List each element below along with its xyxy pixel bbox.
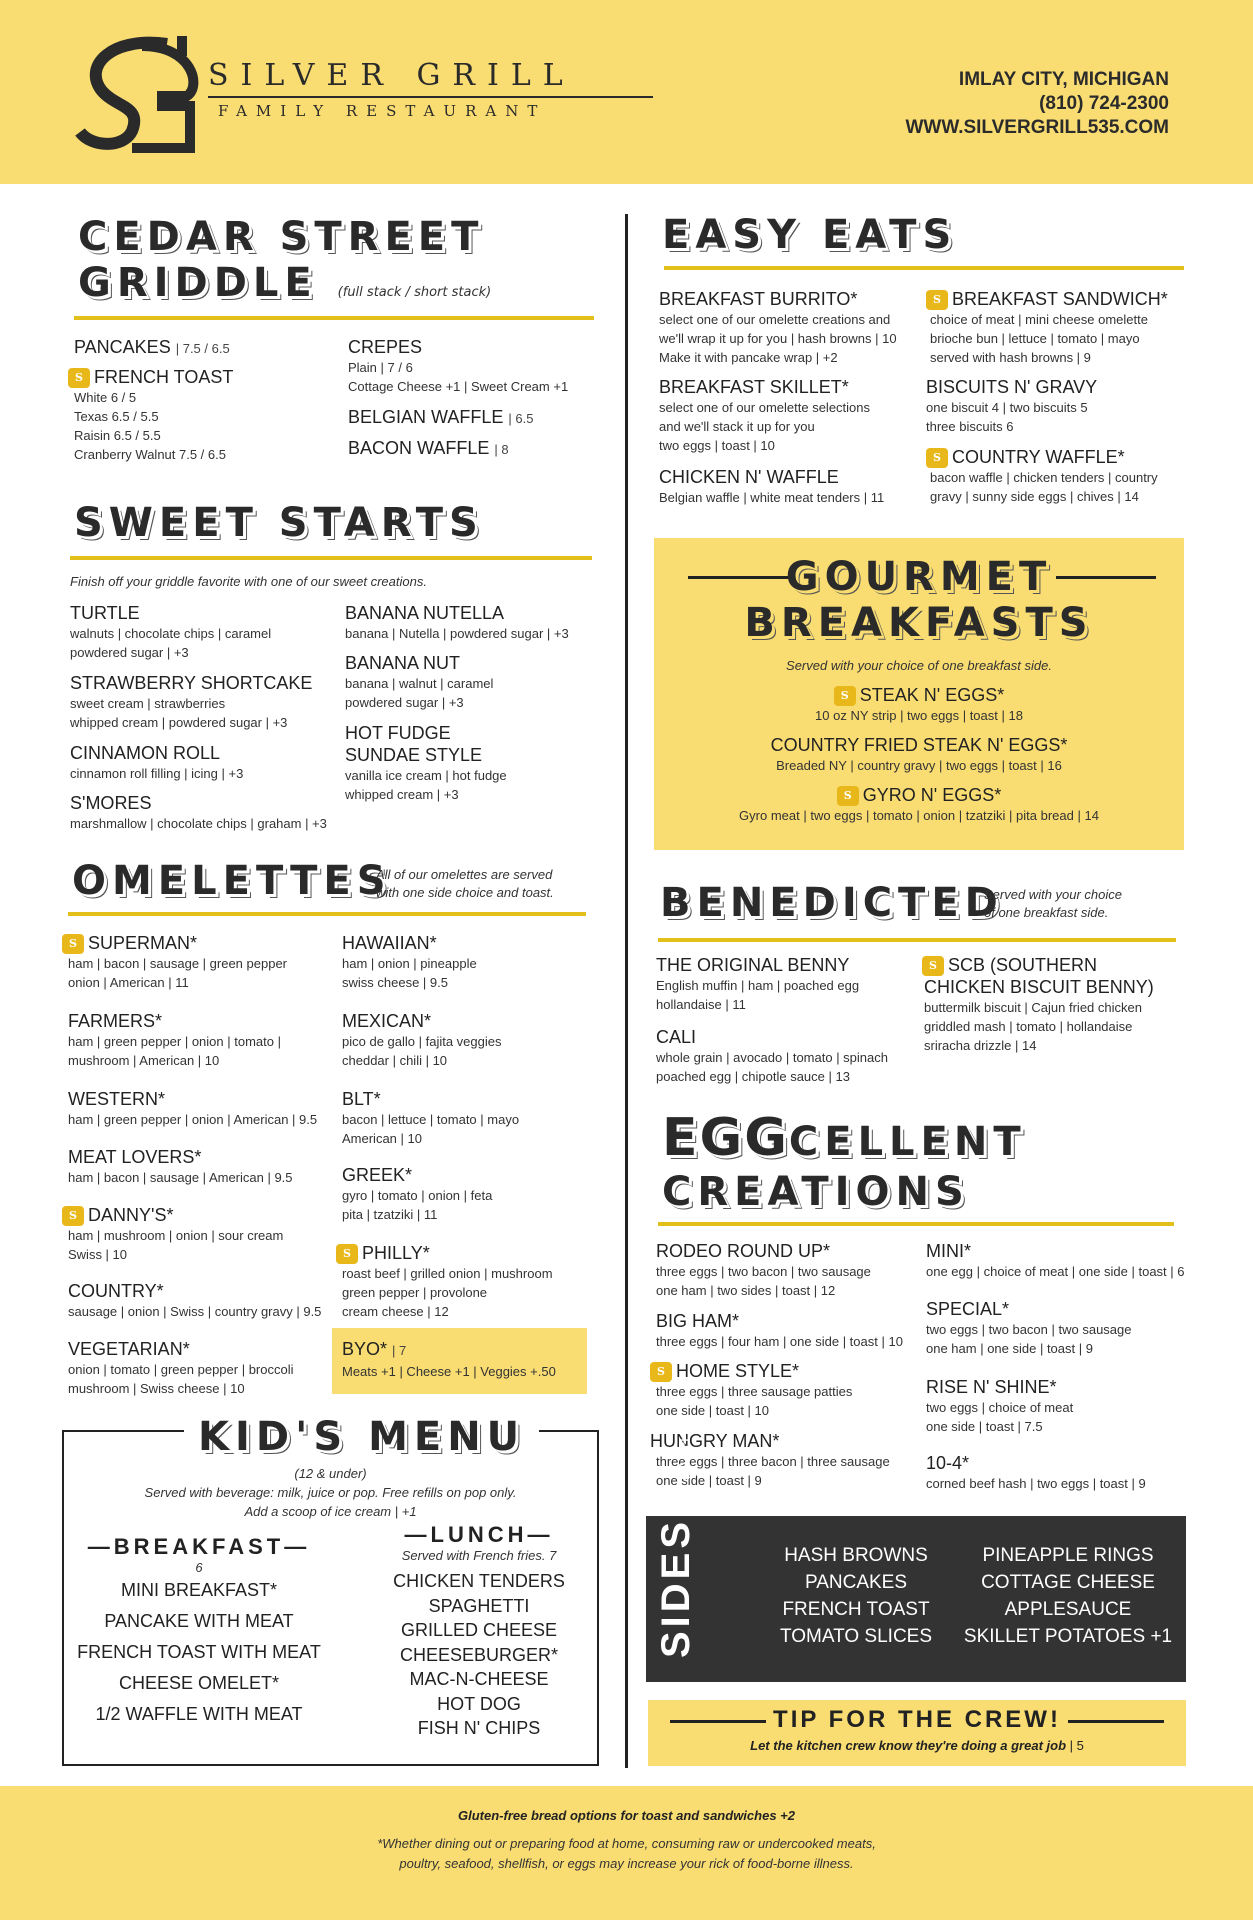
menu-item-superman: S SUPERMAN* ham | bacon | sausage | green pepper onion | American | 11: [62, 932, 287, 992]
sg-signature-icon: S: [62, 1206, 84, 1226]
menu-item-smores: S'MORES marshmallow | chocolate chips | graham | +3: [70, 793, 327, 831]
contact-block: [905, 68, 1169, 140]
menu-item-bacon-waffle: BACON WAFFLE | 8: [348, 438, 509, 458]
sg-signature-icon: S: [837, 786, 859, 806]
menu-item-country-waffle: S COUNTRY WAFFLE* bacon waffle | chicken tenders | country gravy | sunny side eggs | chives | 14: [926, 446, 1158, 506]
restaurant-subtitle: FAMILY RESTAURANT: [218, 102, 547, 120]
menu-item-meat-lovers: MEAT LOVERS* ham | bacon | sausage | American | 9.5: [68, 1147, 293, 1185]
menu-item-breakfast-sandwich: S BREAKFAST SANDWICH* choice of meat | mini cheese omelette brioche bun | lettuce | tomato | mayo served with hash browns | 9: [926, 288, 1168, 367]
cedar-note: (full stack / short stack): [337, 285, 492, 300]
sg-signature-icon: S: [834, 686, 856, 706]
omelettes-note: All of our omelettes are served with one side choice and toast.: [376, 867, 554, 900]
gourmet-title: GOURMET BREAKFASTS: [744, 554, 1094, 646]
menu-item-big-ham: BIG HAM* three eggs | four ham | one side | toast | 10: [656, 1311, 903, 1349]
menu-item-cali: CALI whole grain | avocado | tomato | spinach poached egg | chipotle sauce | 13: [656, 1027, 888, 1084]
tip-title: TIP FOR THE CREW!: [773, 1706, 1061, 1733]
menu-item-greek: GREEK* gyro | tomato | onion | feta pita | tzatziki | 11: [342, 1165, 493, 1222]
sides-col-2: PINEAPPLE RINGS COTTAGE CHEESE APPLESAUCE SKILLET POTATOES +1: [963, 1545, 1173, 1647]
menu-item-original-benny: THE ORIGINAL BENNY English muffin | ham | poached egg hollandaise | 11: [656, 955, 860, 1012]
sg-monogram-icon: [72, 36, 202, 156]
menu-item-mexican: MEXICAN* pico de gallo | fajita veggies cheddar | chili | 10: [342, 1011, 502, 1068]
sweet-rule: [70, 556, 592, 560]
sg-signature-icon: S: [68, 368, 90, 388]
menu-item-10-4: 10-4* corned beef hash | two eggs | toast | 9: [926, 1453, 1146, 1491]
sweet-title: SWEET STARTS: [74, 500, 484, 546]
menu-item-mini: MINI* one egg | choice of meat | one side | toast | 6: [926, 1241, 1185, 1279]
menu-item-rodeo: RODEO ROUND UP* three eggs | two bacon | two sausage one ham | two sides | toast | 12: [656, 1241, 871, 1298]
menu-item-philly: S PHILLY* roast beef | grilled onion | mushroom green pepper | provolone cream cheese | 12: [336, 1242, 553, 1321]
menu-item-vegetarian: VEGETARIAN* onion | tomato | green pepper | broccoli mushroom | Swiss cheese | 10: [68, 1339, 294, 1396]
kids-intro: (12 & under) Served with beverage: milk, juice or pop. Free refills on pop only. Add a scoop of ice cream | +1: [144, 1466, 517, 1519]
gluten-note: Gluten-free bread options for toast and sandwiches +2: [458, 1808, 795, 1823]
menu-item-breakfast-burrito: BREAKFAST BURRITO* select one of our omelette creations and we'll wrap it up for you | hash browns | 10 Make it with pancake wrap | +2: [659, 289, 897, 365]
footer-band: [0, 1786, 1253, 1920]
menu-item-hungry-man: HUNGRY MAN* three eggs | three bacon | three sausage one side | toast | 9: [650, 1431, 890, 1488]
sides-col-1: HASH BROWNS PANCAKES FRENCH TOAST TOMATO SLICES: [779, 1545, 933, 1647]
sg-signature-icon: S: [650, 1362, 672, 1382]
gourmet-intro: Served with your choice of one breakfast side.: [786, 658, 1052, 673]
logo: [72, 36, 592, 161]
menu-item-pancakes: PANCAKES | 7.5 / 6.5: [74, 337, 230, 357]
sweet-intro: Finish off your griddle favorite with one of our sweet creations.: [70, 574, 427, 589]
menu-item-country-fried-steak: COUNTRY FRIED STEAK N' EGGS* Breaded NY | country gravy | two eggs | toast | 16: [770, 735, 1068, 773]
menu-item-hot-fudge: HOT FUDGE SUNDAE STYLE vanilla ice cream | hot fudge whipped cream | +3: [345, 723, 507, 802]
tip-desc: Let the kitchen crew know they're doing a great job | 5: [750, 1738, 1084, 1753]
menu-item-strawberry-shortcake: STRAWBERRY SHORTCAKE sweet cream | strawberries whipped cream | powdered sugar | +3: [70, 673, 313, 730]
sg-signature-icon: S: [926, 448, 948, 468]
column-divider: [625, 214, 628, 1768]
menu-item-chicken-waffle: CHICKEN N' WAFFLE Belgian waffle | white meat tenders | 11: [659, 467, 885, 505]
cedar-title: CEDAR STREET GRIDDLE (full stack / short stack): [78, 214, 492, 306]
kids-menu-box: [62, 1414, 599, 1766]
menu-item-farmers: FARMERS* ham | green pepper | onion | tomato | mushroom | American | 10: [68, 1011, 281, 1068]
tip-box: [648, 1700, 1186, 1766]
menu-item-french-toast: S FRENCH TOAST White 6 / 5 Texas 6.5 / 5.5 Raisin 6.5 / 5.5 Cranberry Walnut 7.5 / 6.5: [68, 366, 233, 464]
sides-label: SIDES – 4 EACH –: [654, 1423, 698, 1658]
menu-item-rise-shine: RISE N' SHINE* two eggs | choice of meat one side | toast | 7.5: [926, 1377, 1074, 1434]
menu-item-biscuits-gravy: BISCUITS N' GRAVY one biscuit 4 | two biscuits 5 three biscuits 6: [926, 377, 1098, 434]
benedicted-note: Served with your choice of one breakfast side.: [984, 887, 1123, 920]
cedar-rule: [74, 316, 594, 320]
kids-breakfast: —BREAKFAST— 6 MINI BREAKFAST* PANCAKE WITH MEAT FRENCH TOAST WITH MEAT CHEESE OMELET* 1/2 WAFFLE WITH MEAT: [77, 1534, 321, 1724]
menu-item-turtle: TURTLE walnuts | chocolate chips | caramel powdered sugar | +3: [70, 603, 272, 660]
phone[interactable]: (810) 724-2300: [1039, 93, 1169, 114]
eggcellent-title: EGGCELLENT CREATIONS: [662, 1108, 1027, 1215]
sg-signature-icon: S: [926, 290, 948, 310]
menu-item-breakfast-skillet: BREAKFAST SKILLET* select one of our omelette selections and we'll stack it up for you two eggs | toast | 10: [659, 377, 871, 453]
eggcellent-rule: [658, 1222, 1174, 1226]
benedicted-rule: [658, 938, 1176, 942]
sg-signature-icon: S: [922, 956, 944, 976]
menu-item-dannys: S DANNY'S* ham | mushroom | onion | sour cream Swiss | 10: [62, 1204, 283, 1264]
easy-title: EASY EATS: [662, 212, 958, 258]
omelettes-rule: [68, 912, 586, 916]
city: IMLAY CITY, MICHIGAN: [958, 69, 1169, 90]
logo-divider: [208, 96, 653, 98]
menu-item-banana-nut: BANANA NUT banana | walnut | caramel powdered sugar | +3: [345, 653, 494, 710]
sg-signature-icon: S: [62, 934, 84, 954]
byo-desc: Meats +1 | Cheese +1 | Veggies +.50: [342, 1364, 556, 1379]
website-link[interactable]: WWW.SILVERGRILL535.COM: [905, 117, 1169, 138]
menu-item-scb: S SCB (SOUTHERN CHICKEN BISCUIT BENNY) buttermilk biscuit | Cajun fried chicken griddled mash | tomato | hollandaise sriracha drizzle | 14: [924, 955, 1154, 1054]
menu-item-home-style: S HOME STYLE* three eggs | three sausage patties one side | toast | 10: [650, 1360, 852, 1420]
menu-item-blt: BLT* bacon | lettuce | tomato | mayo American | 10: [342, 1089, 520, 1146]
restaurant-name: SILVER GRILL: [208, 58, 575, 93]
menu-item-belgian-waffle: BELGIAN WAFFLE | 6.5: [348, 407, 534, 427]
menu-item-banana-nutella: BANANA NUTELLA banana | Nutella | powdered sugar | +3: [345, 603, 569, 641]
omelettes-title: OMELETTES: [72, 858, 392, 904]
benedicted-title: BENEDICTED: [660, 880, 1004, 926]
menu-item-steak-eggs: S STEAK N' EGGS* 10 oz NY strip | two eggs | toast | 18: [815, 685, 1023, 724]
menu-item-hawaiian: HAWAIIAN* ham | onion | pineapple swiss cheese | 9.5: [342, 933, 477, 990]
kids-title: KID'S MENU: [184, 1414, 539, 1460]
menu-item-western: WESTERN* ham | green pepper | onion | American | 9.5: [68, 1089, 318, 1127]
gourmet-box: [654, 538, 1184, 850]
food-warning: *Whether dining out or preparing food at home, consuming raw or undercooked meats, poultry, seafood, shellfish, or eggs may increase your rick of food-borne illness.: [377, 1836, 876, 1871]
menu-item-cinnamon-roll: CINNAMON ROLL cinnamon roll filling | icing | +3: [70, 743, 244, 781]
easy-rule: [664, 266, 1184, 270]
menu-item-crepes: CREPES Plain | 7 / 6 Cottage Cheese +1 | Sweet Cream +1: [348, 337, 569, 394]
kids-lunch: —LUNCH— Served with French fries. 7 CHICKEN TENDERS SPAGHETTI GRILLED CHEESE CHEESEBURGER* MAC-N-CHEESE HOT DOG FISH N' CHIPS: [393, 1522, 565, 1738]
byo-name: BYO*: [342, 1339, 388, 1359]
menu-item-special: SPECIAL* two eggs | two bacon | two sausage one ham | one side | toast | 9: [926, 1299, 1132, 1356]
sg-signature-icon: S: [336, 1244, 358, 1264]
menu-item-country: COUNTRY* sausage | onion | Swiss | country gravy | 9.5: [68, 1281, 322, 1319]
menu-item-gyro-eggs: S GYRO N' EGGS* Gyro meat | two eggs | tomato | onion | tzatziki | pita bread | 14: [739, 785, 1099, 824]
byo-box: BYO* | 7 Meats +1 | Cheese +1 | Veggies +.50: [332, 1328, 587, 1394]
